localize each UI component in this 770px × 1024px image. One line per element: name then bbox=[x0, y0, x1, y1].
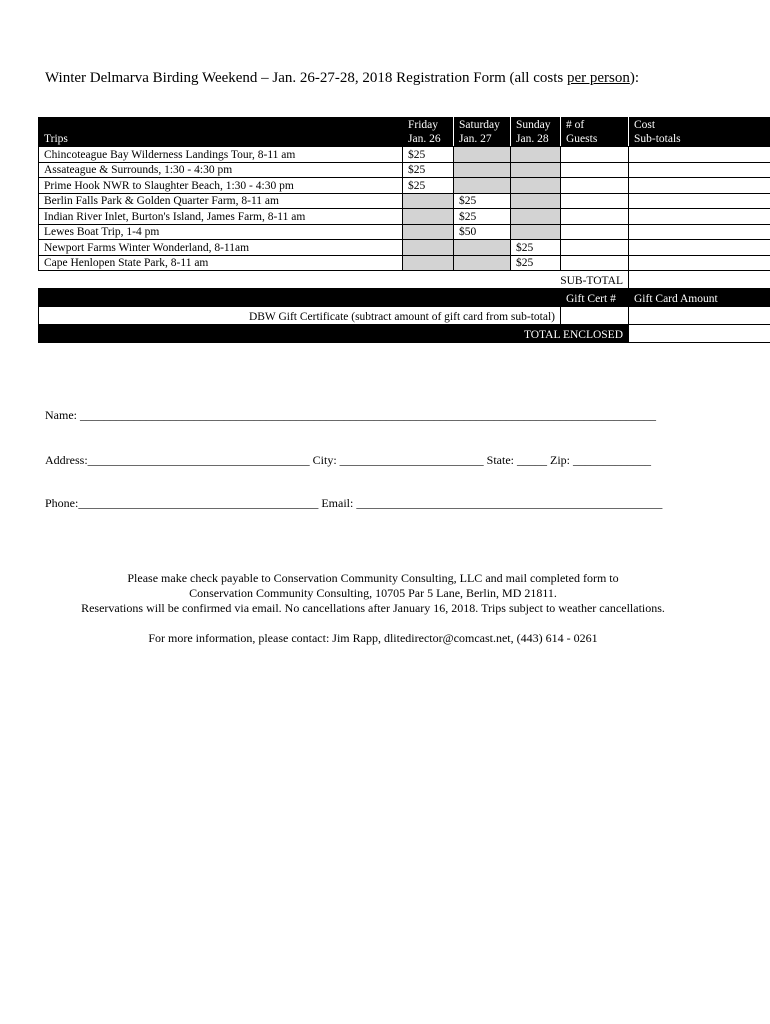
header-guests: # of Guests bbox=[561, 118, 629, 147]
guests-input[interactable] bbox=[561, 209, 629, 225]
dbw-gift-label: DBW Gift Certificate (subtract amount of gift card from sub-total) bbox=[39, 307, 561, 325]
saturday-price: $25 bbox=[454, 193, 511, 209]
header-trips: Trips bbox=[39, 118, 403, 147]
trip-name: Indian River Inlet, Burton's Island, James Farm, 8-11 am bbox=[39, 209, 403, 225]
guests-input[interactable] bbox=[561, 224, 629, 240]
saturday-price bbox=[454, 162, 511, 178]
sunday-price bbox=[511, 209, 561, 225]
sunday-price bbox=[511, 193, 561, 209]
trip-name: Lewes Boat Trip, 1-4 pm bbox=[39, 224, 403, 240]
gift-cert-input[interactable] bbox=[561, 307, 629, 325]
trip-name: Cape Henlopen State Park, 8-11 am bbox=[39, 255, 403, 271]
table-row bbox=[39, 224, 770, 240]
total-input[interactable] bbox=[629, 325, 770, 343]
gift-amount-input[interactable] bbox=[629, 307, 770, 325]
footer-line-1: Please make check payable to Conservation Community Consulting, LLC and mail completed form to bbox=[127, 571, 619, 585]
table-row bbox=[39, 178, 770, 194]
header-row bbox=[39, 118, 770, 147]
friday-price: $25 bbox=[403, 162, 454, 178]
gift-cert-label: Gift Cert # bbox=[561, 289, 629, 307]
saturday-price bbox=[454, 147, 511, 163]
friday-price bbox=[403, 224, 454, 240]
trip-name: Berlin Falls Park & Golden Quarter Farm, 8-11 am bbox=[39, 193, 403, 209]
footer-line-3: Reservations will be confirmed via email. No cancellations after January 16, 2018. Trips subject to weather cancellations. bbox=[81, 601, 665, 615]
friday-price bbox=[403, 255, 454, 271]
friday-price bbox=[403, 240, 454, 256]
cost-input[interactable] bbox=[629, 178, 770, 194]
table-row bbox=[39, 209, 770, 225]
sunday-price bbox=[511, 224, 561, 240]
sunday-price: $25 bbox=[511, 240, 561, 256]
total-row bbox=[39, 325, 770, 343]
gift-row bbox=[39, 307, 770, 325]
cost-input[interactable] bbox=[629, 240, 770, 256]
friday-price bbox=[403, 193, 454, 209]
footer-contact: For more information, please contact: Jim Rapp, dlitedirector@comcast.net, (443) 614 - 0261 bbox=[148, 631, 598, 645]
header-cost: Cost Sub-totals bbox=[629, 118, 770, 147]
gift-header-spacer bbox=[39, 289, 561, 307]
cost-input[interactable] bbox=[629, 224, 770, 240]
table-row bbox=[39, 193, 770, 209]
subtotal-row bbox=[39, 271, 770, 289]
trip-name: Chincoteague Bay Wilderness Landings Tour, 8-11 am bbox=[39, 147, 403, 163]
sunday-price bbox=[511, 162, 561, 178]
title-text: Winter Delmarva Birding Weekend – Jan. 26-27-28, 2018 Registration Form (all costs bbox=[45, 70, 567, 86]
subtotal-label: SUB-TOTAL bbox=[39, 271, 629, 289]
total-label: TOTAL ENCLOSED bbox=[39, 325, 629, 343]
registration-table bbox=[38, 117, 770, 343]
guests-input[interactable] bbox=[561, 255, 629, 271]
title-underlined-text: per person bbox=[566, 70, 630, 86]
guests-input[interactable] bbox=[561, 193, 629, 209]
trip-name: Newport Farms Winter Wonderland, 8-11am bbox=[39, 240, 403, 256]
cost-input[interactable] bbox=[629, 209, 770, 225]
cost-input[interactable] bbox=[629, 162, 770, 178]
header-saturday: Saturday Jan. 27 bbox=[454, 118, 511, 147]
sunday-price bbox=[511, 178, 561, 194]
saturday-price bbox=[454, 240, 511, 256]
phone-field[interactable]: Phone:________________________________________ Email: ___________________________________________________ bbox=[45, 496, 663, 510]
sunday-price: $25 bbox=[511, 255, 561, 271]
sunday-price bbox=[511, 147, 561, 163]
cost-input[interactable] bbox=[629, 147, 770, 163]
trip-name: Assateague & Surrounds, 1:30 - 4:30 pm bbox=[39, 162, 403, 178]
form-title bbox=[45, 70, 639, 87]
guests-input[interactable] bbox=[561, 240, 629, 256]
friday-price: $25 bbox=[403, 147, 454, 163]
subtotal-input[interactable] bbox=[629, 271, 770, 289]
guests-input[interactable] bbox=[561, 147, 629, 163]
gift-amount-label: Gift Card Amount bbox=[629, 289, 770, 307]
cost-input[interactable] bbox=[629, 193, 770, 209]
table-row bbox=[39, 240, 770, 256]
table-row bbox=[39, 147, 770, 163]
saturday-price bbox=[454, 255, 511, 271]
friday-price bbox=[403, 209, 454, 225]
guests-input[interactable] bbox=[561, 162, 629, 178]
table-row bbox=[39, 162, 770, 178]
footer-line-2: Conservation Community Consulting, 10705 Par 5 Lane, Berlin, MD 21811. bbox=[189, 586, 557, 600]
address-field[interactable]: Address:_____________________________________ City: ________________________ State: _____ Zip: _____________ bbox=[45, 453, 651, 467]
saturday-price bbox=[454, 178, 511, 194]
friday-price: $25 bbox=[403, 178, 454, 194]
name-field[interactable]: Name: ________________________________________________________________________________________________ bbox=[45, 408, 656, 422]
title-end-text: ): bbox=[629, 70, 640, 86]
table-row bbox=[39, 255, 770, 271]
guests-input[interactable] bbox=[561, 178, 629, 194]
gift-header-row bbox=[39, 289, 770, 307]
header-sunday: Sunday Jan. 28 bbox=[511, 118, 561, 147]
saturday-price: $25 bbox=[454, 209, 511, 225]
header-friday: Friday Jan. 26 bbox=[403, 118, 454, 147]
cost-input[interactable] bbox=[629, 255, 770, 271]
saturday-price: $50 bbox=[454, 224, 511, 240]
trip-name: Prime Hook NWR to Slaughter Beach, 1:30 - 4:30 pm bbox=[39, 178, 403, 194]
